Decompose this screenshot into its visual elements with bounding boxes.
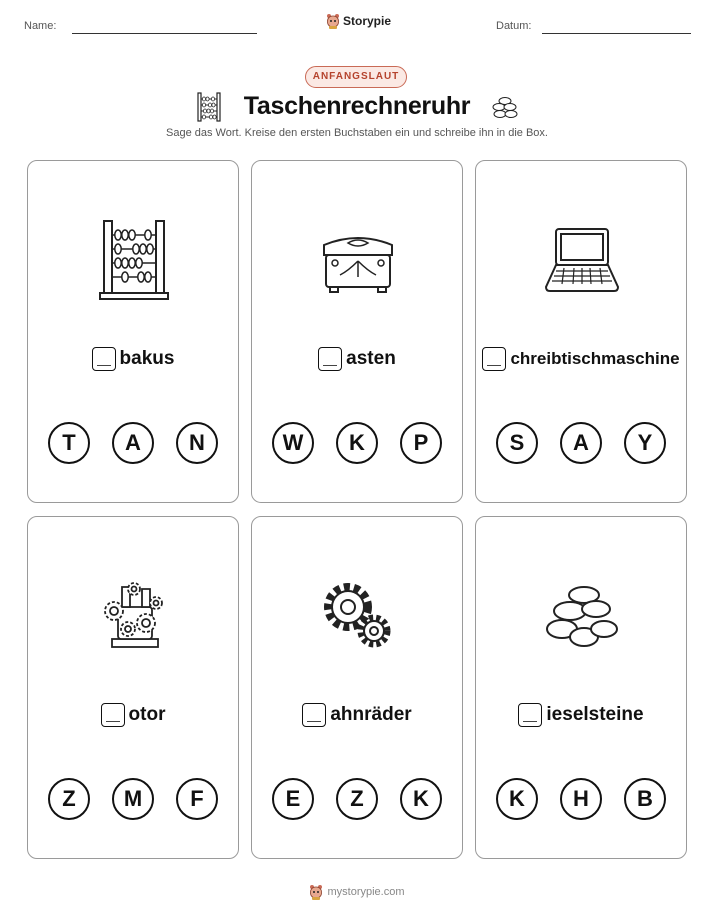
name-field[interactable]	[72, 33, 257, 34]
word-row	[28, 703, 238, 727]
abacus-icon	[84, 211, 184, 311]
word-text: chreibtischmaschine	[510, 349, 680, 368]
word-text: bakus	[119, 348, 175, 369]
letter-choice[interactable]: Y	[624, 422, 666, 464]
answer-box[interactable]	[302, 703, 326, 727]
exercise-card	[251, 516, 463, 859]
letter-choice[interactable]: Z	[48, 778, 90, 820]
exercise-card	[475, 516, 687, 859]
answer-box[interactable]	[92, 347, 116, 371]
storypie-mascot-icon	[309, 884, 323, 900]
exercise-card	[251, 160, 463, 503]
word-row	[252, 703, 462, 727]
letter-choice[interactable]: B	[624, 778, 666, 820]
chest-icon	[308, 211, 408, 311]
answer-box[interactable]	[318, 347, 342, 371]
letter-choice[interactable]: P	[400, 422, 442, 464]
letter-choice[interactable]: T	[48, 422, 90, 464]
motor-icon	[84, 567, 184, 667]
word-row	[252, 347, 462, 371]
letter-choices	[476, 778, 686, 820]
letter-choice[interactable]: A	[560, 422, 602, 464]
word-text: asten	[346, 348, 396, 369]
letter-choice[interactable]: W	[272, 422, 314, 464]
word-text: ahnräder	[330, 704, 412, 725]
page-title: Taschenrechneruhr	[243, 92, 471, 120]
exercise-card	[27, 516, 239, 859]
letter-choice[interactable]: A	[112, 422, 154, 464]
name-label: Name:	[24, 20, 57, 32]
answer-box[interactable]	[482, 347, 506, 371]
letter-choices	[476, 422, 686, 464]
laptop-icon	[532, 211, 632, 311]
answer-box[interactable]	[518, 703, 542, 727]
date-field[interactable]	[542, 33, 691, 34]
letter-choice[interactable]: M	[112, 778, 154, 820]
letter-choices	[252, 422, 462, 464]
footer	[0, 884, 714, 900]
letter-choices	[252, 778, 462, 820]
date-label: Datum:	[496, 20, 532, 32]
letter-choice[interactable]: H	[560, 778, 602, 820]
gears-icon	[308, 567, 408, 667]
letter-choices	[28, 778, 238, 820]
pebbles-icon	[532, 567, 632, 667]
category-badge: ANFANGSLAUT	[305, 66, 407, 88]
letter-choice[interactable]: E	[272, 778, 314, 820]
exercise-card	[475, 160, 687, 503]
letter-choice[interactable]: Z	[336, 778, 378, 820]
letter-choice[interactable]: K	[400, 778, 442, 820]
storypie-mascot-icon	[326, 13, 340, 29]
letter-choice[interactable]: N	[176, 422, 218, 464]
brand-name: Storypie	[343, 14, 392, 28]
word-row	[476, 703, 686, 727]
letter-choices	[28, 422, 238, 464]
pebbles-icon	[490, 94, 520, 120]
letter-choice[interactable]: K	[336, 422, 378, 464]
footer-url: mystorypie.com	[327, 886, 405, 898]
title-row	[0, 92, 714, 124]
answer-box[interactable]	[101, 703, 125, 727]
instructions: Sage das Wort. Kreise den ersten Buchstaben ein und schreibe ihn in die Box.	[166, 127, 548, 139]
brand-logo	[326, 13, 391, 29]
word-row	[476, 347, 686, 371]
word-text: ieselsteine	[546, 704, 644, 725]
letter-choice[interactable]: F	[176, 778, 218, 820]
letter-choice[interactable]: S	[496, 422, 538, 464]
letter-choice[interactable]: K	[496, 778, 538, 820]
word-row	[28, 347, 238, 371]
exercise-card	[27, 160, 239, 503]
word-text: otor	[128, 704, 166, 725]
